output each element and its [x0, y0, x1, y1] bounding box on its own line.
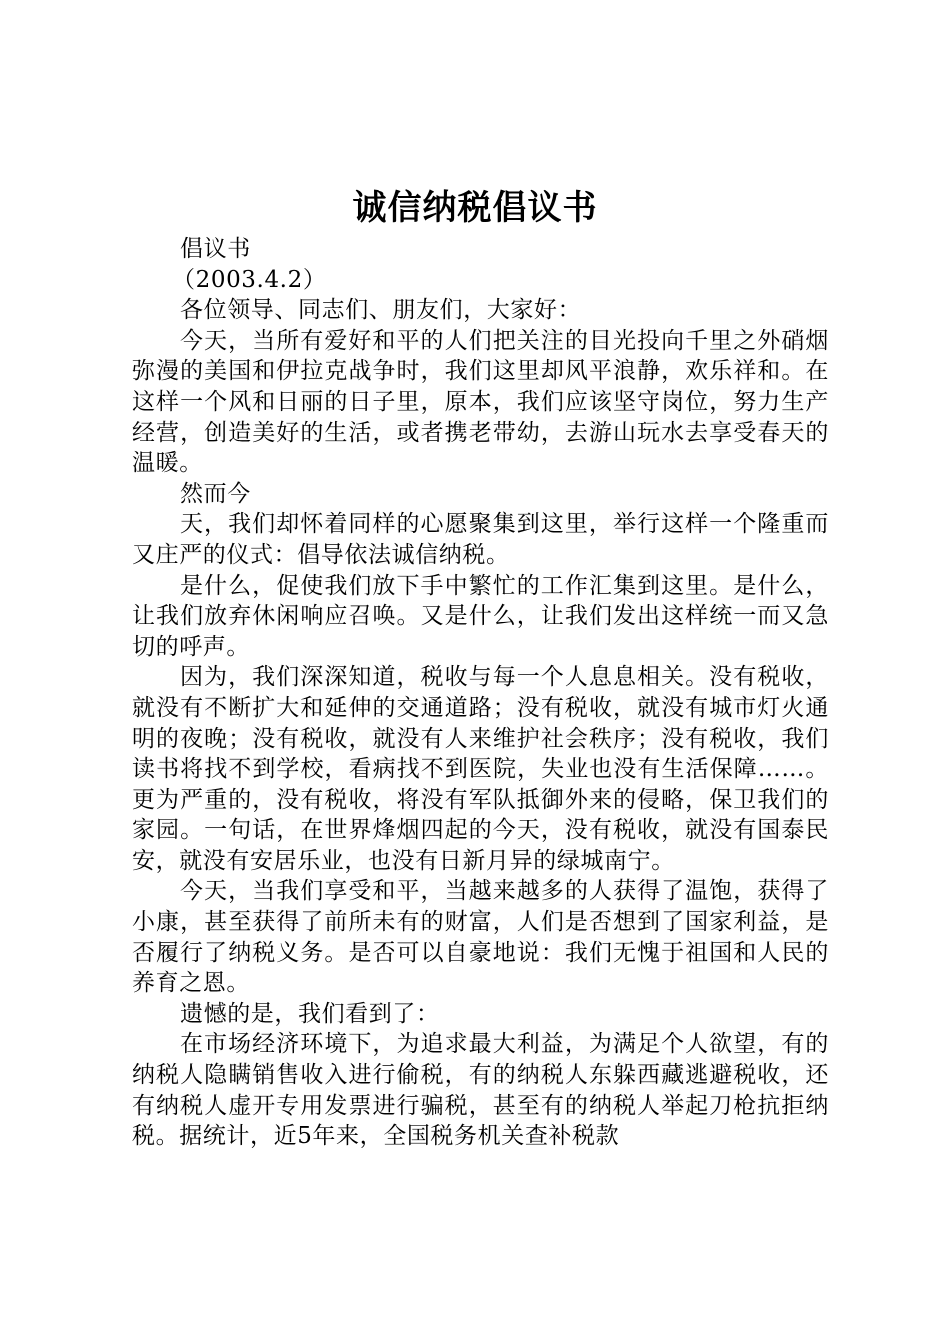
document-body [132, 234, 829, 1152]
paragraph: 是什么，促使我们放下手中繁忙的工作汇集到这里。是什么，让我们放弃休闲响应召唤。又是什么，让我们发出这样统一而又急切的呼声。 [132, 572, 829, 660]
document-title: 诚信纳税倡议书 [352, 188, 598, 228]
paragraph-greeting: 各位领导、同志们、朋友们，大家好： [180, 297, 582, 324]
paragraph: 在市场经济环境下，为追求最大利益，为满足个人欲望，有的纳税人隐瞒销售收入进行偷税，有的纳税人东躲西藏逃避税收，还有纳税人虚开专用发票进行骗税，甚至有的纳税人举起刀枪抗拒纳税。据统计，近5年来，全国税务机关查补税款 [132, 1031, 829, 1150]
paragraph: 天，我们却怀着同样的心愿聚集到这里，举行这样一个隆重而又庄严的仪式：倡导依法诚信纳税。 [132, 511, 829, 568]
paragraph-heading: 倡议书 [180, 236, 251, 262]
paragraph: 因为，我们深深知道，税收与每一个人息息相关。没有税收，就没有不断扩大和延伸的交通道路；没有税收，就没有城市灯火通明的夜晚；没有税收，就没有人来维护社会秩序；没有税收，我们读书将找不到学校，看病找不到医院，失业也没有生活保障……。更为严重的，没有税收，将没有军队抵御外来的侵略，保卫我们的家园。一句话，在世界烽烟四起的今天，没有税收，就没有国泰民安，就没有安居乐业，也没有日新月异的绿城南宁。 [132, 664, 829, 874]
paragraph: 遗憾的是，我们看到了： [180, 1000, 440, 1027]
paragraph: 今天，当我们享受和平，当越来越多的人获得了温饱，获得了小康，甚至获得了前所未有的财富，人们是否想到了国家利益，是否履行了纳税义务。是否可以自豪地说：我们无愧于祖国和人民的养育之恩。 [132, 878, 829, 997]
paragraph: 今天，当所有爱好和平的人们把关注的目光投向千里之外硝烟弥漫的美国和伊拉克战争时，我们这里却风平浪静，欢乐祥和。在这样一个风和日丽的日子里，原本，我们应该坚守岗位，努力生产经营，创造美好的生活，或者携老带幼，去游山玩水去享受春天的温暖。 [132, 327, 829, 477]
paragraph-date: （2003.4.2） [172, 266, 327, 293]
paragraph: 然而今 [180, 480, 251, 507]
